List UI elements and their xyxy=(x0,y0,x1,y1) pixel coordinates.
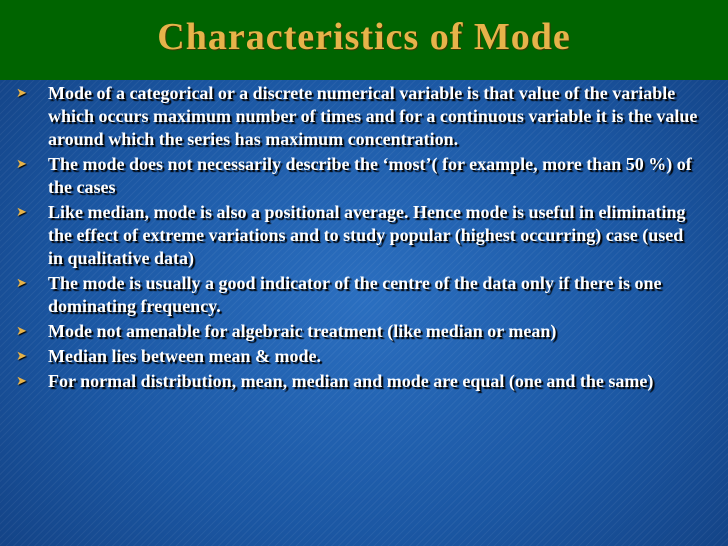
bullet-text: Like median, mode is also a positional average. Hence mode is useful in eliminating the effect of extreme variations and to study popular (highest occurring) case (used in qualitative data) xyxy=(48,202,686,268)
bullet-text: Median lies between mean & mode. xyxy=(48,346,321,366)
list-item xyxy=(0,272,728,318)
bullet-text: Mode of a categorical or a discrete numerical variable is that value of the variable which occurs maximum number of times and for a continuous variable it is the value around which the series has maximum concentration. xyxy=(48,83,698,149)
bullet-text: Mode not amenable for algebraic treatment (like median or mean) xyxy=(48,321,557,341)
list-item xyxy=(0,345,728,368)
bullet-list xyxy=(0,82,728,395)
list-item xyxy=(0,201,728,270)
arrow-bullet-icon: ➤ xyxy=(16,86,27,101)
bullet-text: The mode is usually a good indicator of the centre of the data only if there is one dominating frequency. xyxy=(48,273,662,316)
list-item xyxy=(0,370,728,393)
arrow-bullet-icon: ➤ xyxy=(16,374,27,389)
list-item xyxy=(0,82,728,151)
slide-title: Characteristics of Mode xyxy=(157,16,571,58)
list-item xyxy=(0,320,728,343)
list-item xyxy=(0,153,728,199)
arrow-bullet-icon: ➤ xyxy=(16,205,27,220)
bullet-text: The mode does not necessarily describe the ‘most’( for example, more than 50 %) of the cases xyxy=(48,154,692,197)
arrow-bullet-icon: ➤ xyxy=(16,349,27,364)
arrow-bullet-icon: ➤ xyxy=(16,276,27,291)
arrow-bullet-icon: ➤ xyxy=(16,324,27,339)
arrow-bullet-icon: ➤ xyxy=(16,157,27,172)
title-bar xyxy=(0,0,728,80)
bullet-text: For normal distribution, mean, median and mode are equal (one and the same) xyxy=(48,371,654,391)
